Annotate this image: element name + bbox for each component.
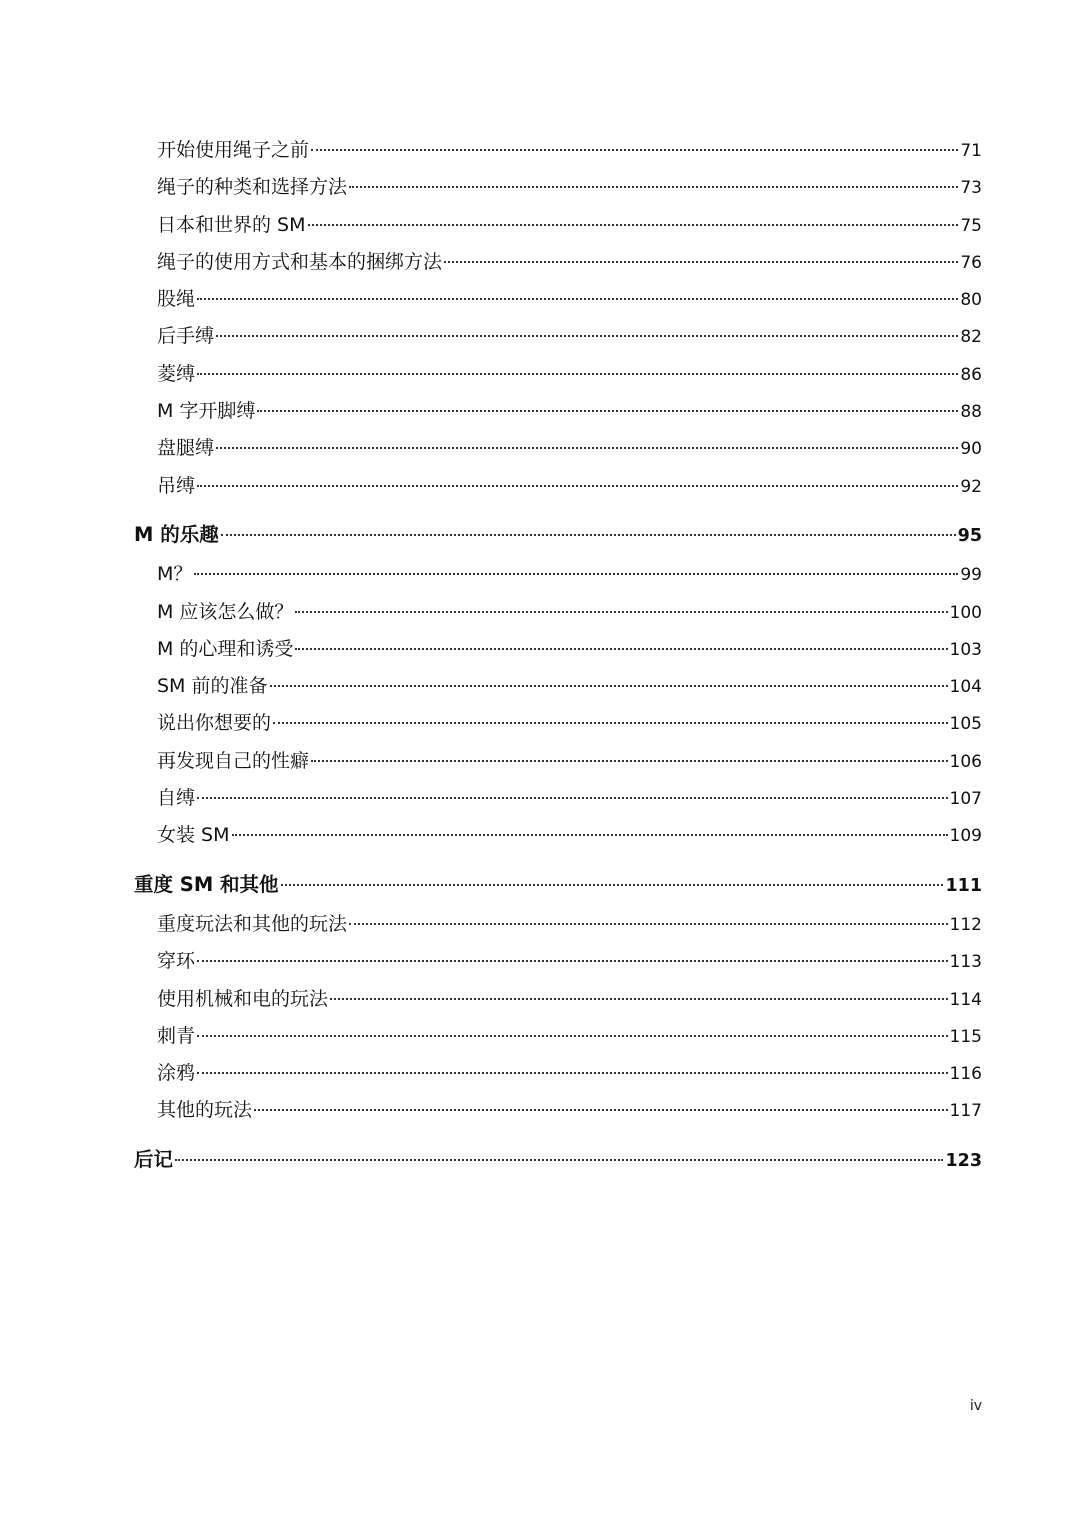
toc-entry-page: 82 (960, 327, 982, 348)
toc-section-entry[interactable] (134, 943, 982, 980)
dot-leader (194, 573, 958, 575)
dot-leader (254, 1109, 948, 1111)
toc-section-entry[interactable] (134, 393, 982, 430)
toc-entry-title: SM 前的准备 (157, 675, 268, 698)
toc-chapter-entry[interactable] (134, 1141, 982, 1178)
toc-entry-page: 76 (960, 252, 982, 273)
toc-entry-page: 104 (949, 677, 982, 698)
toc-section-entry[interactable] (134, 780, 982, 817)
toc-entry-title: M 的乐趣 (134, 522, 219, 546)
toc-chapter-entry[interactable] (134, 866, 982, 903)
toc-entry-title: 后记 (134, 1147, 174, 1171)
toc-entry-page: 107 (949, 789, 982, 810)
toc-section-entry[interactable] (134, 705, 982, 742)
toc-entry-title: 刺青 (157, 1024, 196, 1047)
toc-section-entry[interactable] (134, 468, 982, 505)
toc-section-entry[interactable] (134, 169, 982, 206)
toc-entry-title: 盘腿缚 (157, 437, 215, 460)
toc-section-entry[interactable] (134, 356, 982, 393)
toc-entry-title: 开始使用绳子之前 (157, 139, 310, 161)
toc-entry-title: 重度玩法和其他的玩法 (157, 912, 348, 935)
toc-entry-page: 100 (949, 602, 982, 623)
dot-leader (197, 797, 948, 799)
toc-entry-title: M 字开脚缚 (157, 400, 256, 423)
toc-entry-title: M？ (157, 563, 193, 586)
toc-section-entry[interactable] (134, 132, 982, 169)
toc-entry-title: 后手缚 (157, 325, 215, 348)
dot-leader (270, 685, 948, 687)
toc-section-entry[interactable] (134, 430, 982, 467)
toc-section-entry[interactable] (134, 1092, 982, 1129)
toc-entry-title: M 应该怎么做？ (157, 600, 294, 623)
toc-entry-title: 自缚 (157, 787, 196, 810)
dot-leader (444, 261, 958, 263)
toc-entry-page: 99 (960, 565, 982, 586)
toc-section-entry[interactable] (134, 244, 982, 281)
toc-entry-title: 穿环 (157, 950, 196, 973)
toc-entry-page: 116 (949, 1064, 982, 1085)
toc-entry-title: 股绳 (157, 288, 196, 311)
dot-leader (308, 224, 959, 226)
toc-entry-page: 114 (949, 989, 982, 1010)
toc-entry-page: 90 (960, 439, 982, 460)
toc-section-entry[interactable] (134, 906, 982, 943)
toc-entry-page: 112 (949, 914, 982, 935)
toc-entry-title: 女装 SM (157, 824, 230, 847)
dot-leader (197, 298, 958, 300)
dot-leader (197, 485, 958, 487)
toc-entry-title: 绳子的种类和选择方法 (157, 176, 348, 199)
toc-entry-page: 88 (960, 402, 982, 423)
toc-entry-title: M 的心理和诱受 (157, 637, 294, 660)
dot-leader (197, 1072, 948, 1074)
toc-entry-title: 其他的玩法 (157, 1099, 253, 1122)
toc-section-entry[interactable] (134, 1018, 982, 1055)
dot-leader (232, 834, 948, 836)
toc-entry-page: 111 (945, 875, 982, 896)
toc-section-entry[interactable] (134, 1055, 982, 1092)
toc-entry-title: 吊缚 (157, 474, 196, 497)
dot-leader (295, 648, 947, 650)
toc-entry-page: 75 (960, 215, 982, 236)
dot-leader (197, 373, 958, 375)
toc-section-entry[interactable] (134, 631, 982, 668)
page-number: iv (969, 1398, 982, 1414)
toc-section-entry[interactable] (134, 668, 982, 705)
toc-section-entry[interactable] (134, 318, 982, 355)
toc-entry-title: 涂鸦 (157, 1062, 196, 1085)
dot-leader (311, 760, 948, 762)
toc-entry-page: 109 (949, 826, 982, 847)
toc-section-entry[interactable] (134, 817, 982, 854)
dot-leader (349, 923, 948, 925)
toc-entry-page: 123 (945, 1150, 982, 1171)
toc-entry-title: 日本和世界的 SM (157, 213, 306, 236)
dot-leader (216, 335, 958, 337)
dot-leader (273, 722, 948, 724)
toc-entry-page: 113 (949, 952, 982, 973)
toc-entry-title: 说出你想要的 (157, 712, 272, 735)
dot-leader (257, 410, 958, 412)
toc-entry-title: 重度 SM 和其他 (134, 872, 279, 896)
dot-leader (221, 534, 956, 536)
toc-entry-page: 95 (957, 525, 982, 546)
dot-leader (216, 447, 958, 449)
toc-entry-page: 106 (949, 751, 982, 772)
toc-entry-page: 86 (960, 364, 982, 385)
dot-leader (295, 611, 947, 613)
toc-entry-page: 71 (960, 141, 982, 161)
toc-section-entry[interactable] (134, 281, 982, 318)
dot-leader (197, 960, 948, 962)
toc-entry-page: 117 (949, 1101, 982, 1122)
dot-leader (281, 884, 944, 886)
dot-leader (349, 186, 958, 188)
toc-entry-page: 103 (949, 639, 982, 660)
dot-leader (197, 1035, 948, 1037)
toc-entry-title: 再发现自己的性癖 (157, 749, 310, 772)
toc-section-entry[interactable] (134, 207, 982, 244)
toc-entry-title: 使用机械和电的玩法 (157, 987, 329, 1010)
toc-section-entry[interactable] (134, 743, 982, 780)
toc-chapter-entry[interactable] (134, 516, 982, 553)
toc-section-entry[interactable] (134, 981, 982, 1018)
toc-entry-page: 115 (949, 1026, 982, 1047)
toc-entry-page: 105 (949, 714, 982, 735)
toc-entry-page: 73 (960, 178, 982, 199)
toc-section-entry[interactable] (134, 594, 982, 631)
toc-entry-page: 80 (960, 290, 982, 311)
table-of-contents (134, 132, 982, 1181)
toc-entry-page: 92 (960, 476, 982, 497)
dot-leader (311, 149, 958, 151)
toc-entry-title: 绳子的使用方式和基本的捆绑方法 (157, 250, 443, 273)
toc-section-entry[interactable] (134, 556, 982, 593)
dot-leader (330, 998, 948, 1000)
toc-entry-title: 菱缚 (157, 362, 196, 385)
dot-leader (175, 1159, 943, 1161)
